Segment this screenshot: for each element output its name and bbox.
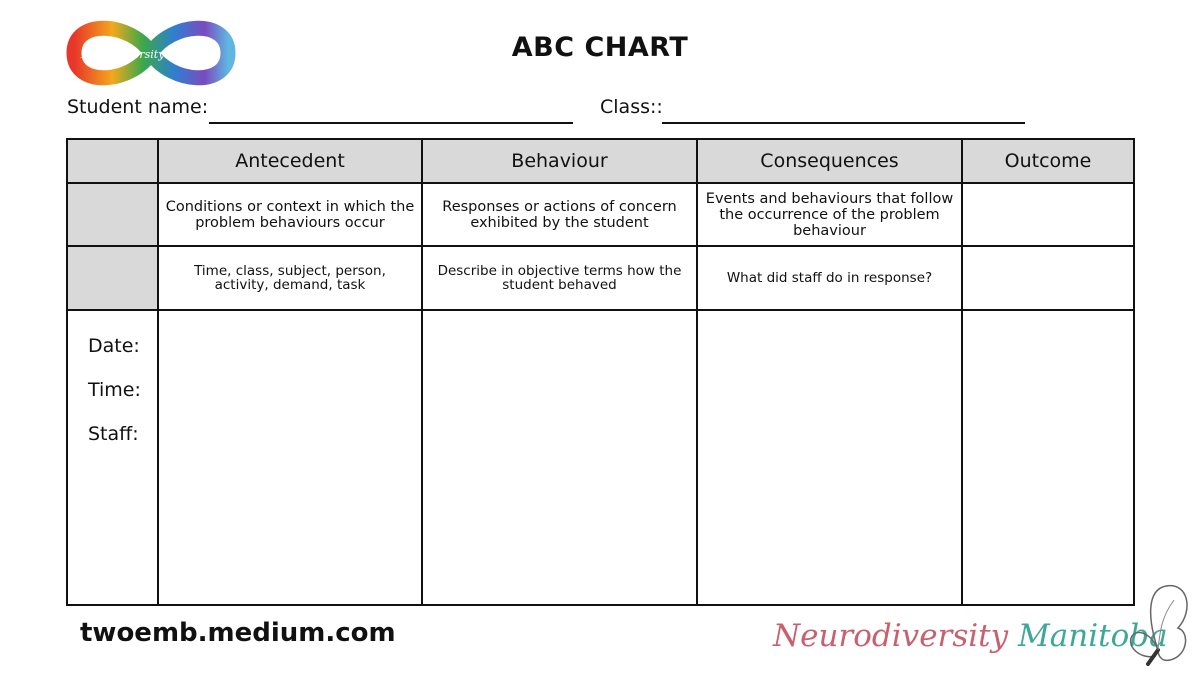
behaviour-entry-cell[interactable] — [422, 310, 697, 605]
outcome-entry-cell[interactable] — [962, 310, 1134, 605]
header-behaviour: Behaviour — [422, 139, 697, 183]
consequences-description: Events and behaviours that follow the occurrence of the problem behaviour — [697, 183, 962, 246]
antecedent-hint: Time, class, subject, person, activity, demand, task — [158, 246, 422, 310]
staff-label: Staff: — [88, 423, 139, 445]
website-url: twoemb.medium.com — [80, 618, 396, 648]
behaviour-description: Responses or actions of concern exhibited by the student — [422, 183, 697, 246]
header-antecedent: Antecedent — [158, 139, 422, 183]
hint-row-label — [67, 246, 158, 310]
class-label: Class:: — [600, 96, 663, 118]
antecedent-entry-cell[interactable] — [158, 310, 422, 605]
header-consequences: Consequences — [697, 139, 962, 183]
page-title: ABC CHART — [511, 32, 689, 63]
antecedent-description: Conditions or context in which the problem behaviours occur — [158, 183, 422, 246]
brand-word-neurodiversity: Neurodiversity — [773, 618, 1009, 654]
butterfly-icon — [1118, 580, 1198, 672]
hint-row — [67, 246, 1134, 310]
logo-text: Neurodiversity Manitoba — [80, 48, 222, 61]
header-outcome: Outcome — [962, 139, 1134, 183]
brand-wordmark — [773, 618, 1168, 654]
description-row-label — [67, 183, 158, 246]
behaviour-hint: Describe in objective terms how the student behaved — [422, 246, 697, 310]
corner-cell — [67, 139, 158, 183]
brand-word-manitoba: Manitoba — [1018, 618, 1168, 654]
class-field[interactable] — [662, 122, 1025, 124]
entry-row — [67, 310, 1134, 605]
description-row — [67, 183, 1134, 246]
student-name-label: Student name: — [67, 96, 209, 118]
entry-side-labels — [67, 310, 158, 605]
outcome-hint — [962, 246, 1134, 310]
student-name-field[interactable] — [209, 122, 573, 124]
consequences-hint: What did staff do in response? — [697, 246, 962, 310]
header-row — [67, 139, 1134, 183]
date-label: Date: — [88, 335, 140, 357]
abc-table — [66, 138, 1135, 606]
time-label: Time: — [88, 379, 141, 401]
consequences-entry-cell[interactable] — [697, 310, 962, 605]
outcome-description — [962, 183, 1134, 246]
